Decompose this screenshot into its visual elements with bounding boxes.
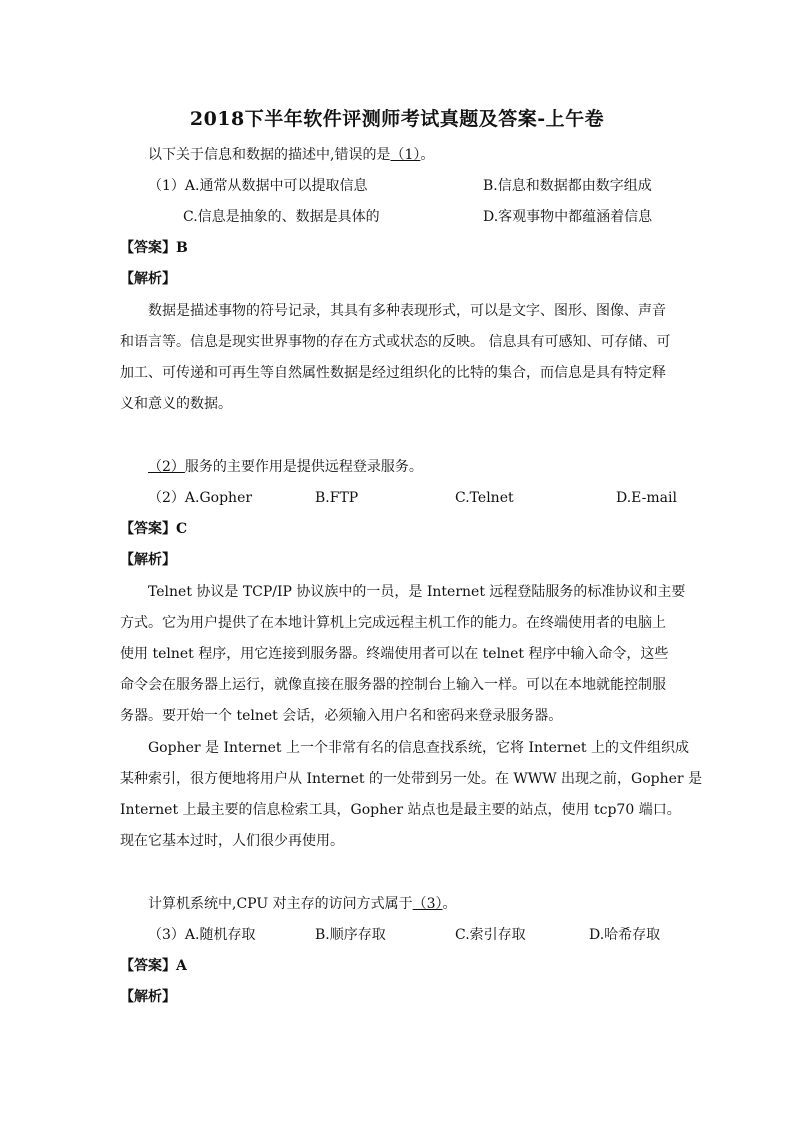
q2-analysis-line-4: 命令会在服务器上运行，就像直接在服务器的控制台上输入一样。可以在本地就能控制服 [120,677,666,693]
q1-analysis-line-4: 义和意义的数据。 [120,396,232,412]
q3-stem-suffix: 。 [442,896,457,912]
q3-answer-value: A [176,958,187,974]
q3-blank: （3） [412,896,443,912]
q1-stem [148,145,434,165]
q2-analysis-line-6: Gopher 是 Internet 上一个非常有名的信息查找系统，它将 Internet 上的文件组织成 [148,740,689,756]
q2-stem-text: 服务的主要作用是提供远程登录服务。 [184,459,423,475]
q3-answer [120,956,187,976]
q2-option-d: D.E-mail [616,490,677,506]
q2-analysis-line-5: 务器。要开始一个 telnet 会话，必须输入用户名和密码来登录服务器。 [120,708,563,724]
q2-blank: （2） [148,459,185,475]
q1-option-a: A.通常从数据中可以提取信息 [184,178,368,194]
q3-stem-prefix: 计算机系统中,CPU 对主存的访问方式属于 [148,896,413,912]
q1-answer-label: 【答案】 [120,240,176,256]
q2-option-b: B.FTP [315,490,359,506]
q3-option-d: D.哈希存取 [589,927,661,943]
q3-option-c: C.索引存取 [455,927,526,943]
q1-answer-value: B [176,240,188,256]
q3-option-b: B.顺序存取 [315,927,386,943]
q1-option-d: D.客观事物中都蕴涵着信息 [483,209,653,225]
q3-option-number: （3） [148,927,185,943]
q2-analysis-label: 【解析】 [120,552,176,568]
q1-option-number: （1） [148,178,185,194]
q2-analysis-line-3: 使用 telnet 程序，用它连接到服务器。终端使用者可以在 telnet 程序中输入命令，这些 [120,646,669,662]
q2-option-a: A.Gopher [184,490,253,506]
q1-blank: （1） [390,147,421,163]
q3-option-a: A.随机存取 [184,927,256,943]
q1-stem-prefix: 以下关于信息和数据的描述中,错误的是 [148,147,391,163]
q2-analysis-line-2: 方式。它为用户提供了在本地计算机上完成远程主机工作的能力。在终端使用者的电脑上 [120,615,666,631]
q2-analysis-line-7: 某种索引，很方便地将用户从 Internet 的一处带到另一处。在 WWW 出现之前，Gopher 是 [120,771,703,787]
q2-analysis-line-9: 现在它基本过时，人们很少再使用。 [120,833,344,849]
q3-analysis-label: 【解析】 [120,989,176,1005]
q1-option-c: C.信息是抽象的、数据是具体的 [183,209,380,225]
page-title: 2018下半年软件评测师考试真题及答案-上午卷 [189,108,605,130]
q2-stem [148,457,423,477]
q2-analysis-line-8: Internet 上最主要的信息检索工具，Gopher 站点也是最主要的站点，使用 tcp70 端口。 [120,802,681,818]
q1-stem-suffix: 。 [420,147,435,163]
q1-analysis-label: 【解析】 [120,271,176,287]
q3-option-row [148,925,255,945]
q2-answer-label: 【答案】 [120,521,176,537]
q3-stem [148,894,457,914]
q2-answer [120,519,187,539]
q1-option-b: B.信息和数据都由数字组成 [483,178,652,194]
q2-analysis-line-1: Telnet 协议是 TCP/IP 协议族中的一员，是 Internet 远程登陆服务的标准协议和主要 [148,584,686,600]
q1-answer [120,238,188,258]
q2-answer-value: C [176,521,188,537]
q2-option-c: C.Telnet [455,490,514,506]
q2-option-number: （2） [148,490,185,506]
q1-analysis-line-2: 和语言等。信息是现实世界事物的存在方式或状态的反映。 信息具有可感知、可存储、可 [120,334,671,350]
q1-option-row-1 [148,176,367,196]
q2-option-row [148,488,252,508]
q1-analysis-line-1: 数据是描述事物的符号记录，其具有多种表现形式，可以是文字、图形、图像、声音 [148,303,666,319]
q3-answer-label: 【答案】 [120,958,176,974]
q1-analysis-line-3: 加工、可传递和可再生等自然属性数据是经过组织化的比特的集合，而信息是具有特定释 [120,365,666,381]
